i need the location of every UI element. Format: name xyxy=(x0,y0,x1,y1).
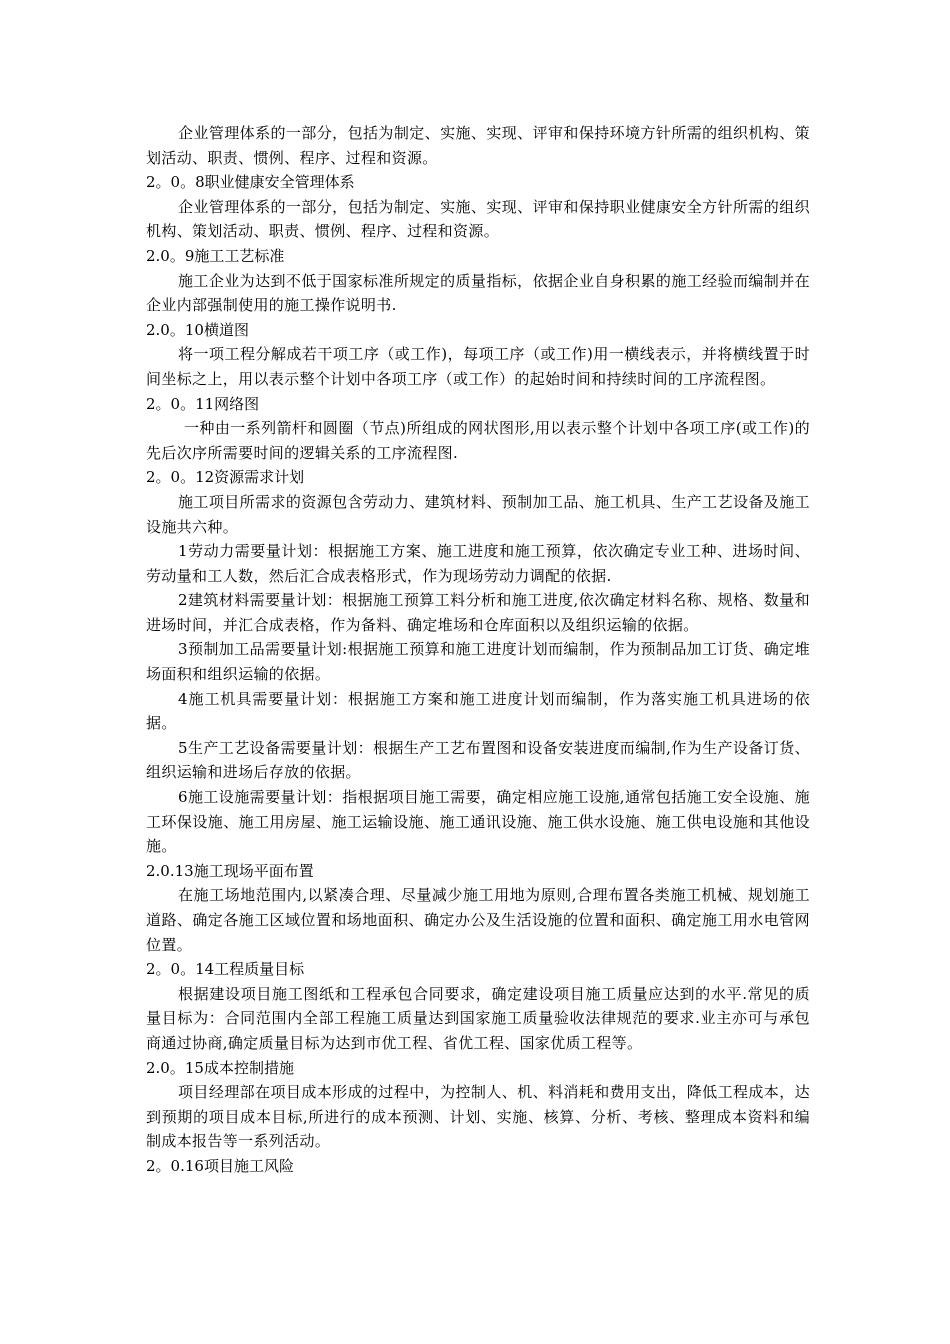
section-heading: 2。0。11网络图 xyxy=(146,394,260,413)
body-paragraph: 根据建设项目施工图纸和工程承包合同要求，确定建设项目施工质量应达到的水平.常见的质量目标为：合同范围内全部工程施工质量达到国家施工质量验收法律规范的要求.业主亦可与承包商通过协商,确定质量目标为达到市优工程、省优工程、国家优质工程等。 xyxy=(146,984,810,1052)
body-paragraph: 企业管理体系的一部分，包括为制定、实施、实现、评审和保持环境方针所需的组织机构、策划活动、职责、惯例、程序、过程和资源。 xyxy=(146,124,810,167)
body-paragraph: 企业管理体系的一部分，包括为制定、实施、实现、评审和保持职业健康安全方针所需的组织机构、策划活动、职责、惯例、程序、过程和资源。 xyxy=(146,197,810,241)
section-heading: 2。0.16项目施工风险 xyxy=(146,1156,294,1175)
section-heading: 2.0。9施工工艺标准 xyxy=(146,246,285,265)
body-paragraph: 一种由一系列箭杆和圆圈（节点)所组成的网状图形,用以表示整个计划中各项工序(或工作)的先后次序所需要时间的逻辑关系的工序流程图. xyxy=(146,419,810,462)
list-item-paragraph: 2建筑材料需要量计划：根据施工预算工料分析和施工进度,依次确定材料名称、规格、数量和进场时间，并汇合成表格，作为备料、确定堆场和仓库面积以及组织运输的依据。 xyxy=(146,591,810,634)
section-heading: 2。0。8职业健康安全管理体系 xyxy=(146,173,355,192)
list-item-paragraph: 1劳动力需要量计划：根据施工方案、施工进度和施工预算，依次确定专业工种、进场时间、劳动量和工人数，然后汇合成表格形式，作为现场劳动力调配的依据. xyxy=(146,542,810,585)
section-heading: 2.0。10横道图 xyxy=(146,320,249,339)
body-paragraph: 在施工场地范围内,以紧凑合理、尽量减少施工用地为原则,合理布置各类施工机械、规划施工道路、确定各施工区域位置和场地面积、确定办公及生活设施的位置和面积、确定施工用水电管网位置。 xyxy=(146,886,810,954)
body-paragraph: 施工项目所需求的资源包含劳动力、建筑材料、预制加工品、施工机具、生产工艺设备及施工设施共六种。 xyxy=(146,492,810,536)
section-heading: 2.0.13施工现场平面布置 xyxy=(146,861,314,880)
section-heading: 2.0。15成本控制措施 xyxy=(146,1058,294,1077)
list-item-paragraph: 6施工设施需要量计划：指根据项目施工需要，确定相应施工设施,通常包括施工安全设施、施工环保设施、施工用房屋、施工运输设施、施工通讯设施、施工供水设施、施工供电设施和其他设施。 xyxy=(146,788,810,856)
section-heading: 2。0。14工程质量目标 xyxy=(146,960,305,979)
document-page xyxy=(146,121,810,1179)
body-paragraph: 施工企业为达到不低于国家标准所规定的质量指标，依据企业自身积累的施工经验而编制并在企业内部强制使用的施工操作说明书. xyxy=(146,271,810,315)
list-item-paragraph: 3预制加工品需要量计划:根据施工预算和施工进度计划而编制，作为预制品加工订货、确定堆场面积和组织运输的依据。 xyxy=(146,640,810,684)
body-paragraph: 项目经理部在项目成本形成的过程中，为控制人、机、料消耗和费用支出，降低工程成本，达到预期的项目成本目标,所进行的成本预测、计划、实施、核算、分析、考核、整理成本资料和编制成本报告等一系列活动。 xyxy=(146,1083,810,1151)
section-heading: 2。0。12资源需求计划 xyxy=(146,468,305,487)
list-item-paragraph: 4施工机具需要量计划：根据施工方案和施工进度计划而编制，作为落实施工机具进场的依据。 xyxy=(146,689,810,733)
body-paragraph: 将一项工程分解成若干项工序（或工作)，每项工序（或工作)用一横线表示，并将横线置于时间坐标之上，用以表示整个计划中各项工序（或工作）的起始时间和持续时间的工序流程图。 xyxy=(146,345,810,388)
list-item-paragraph: 5生产工艺设备需要量计划：根据生产工艺布置图和设备安装进度而编制,作为生产设备订货、组织运输和进场后存放的依据。 xyxy=(146,738,810,782)
